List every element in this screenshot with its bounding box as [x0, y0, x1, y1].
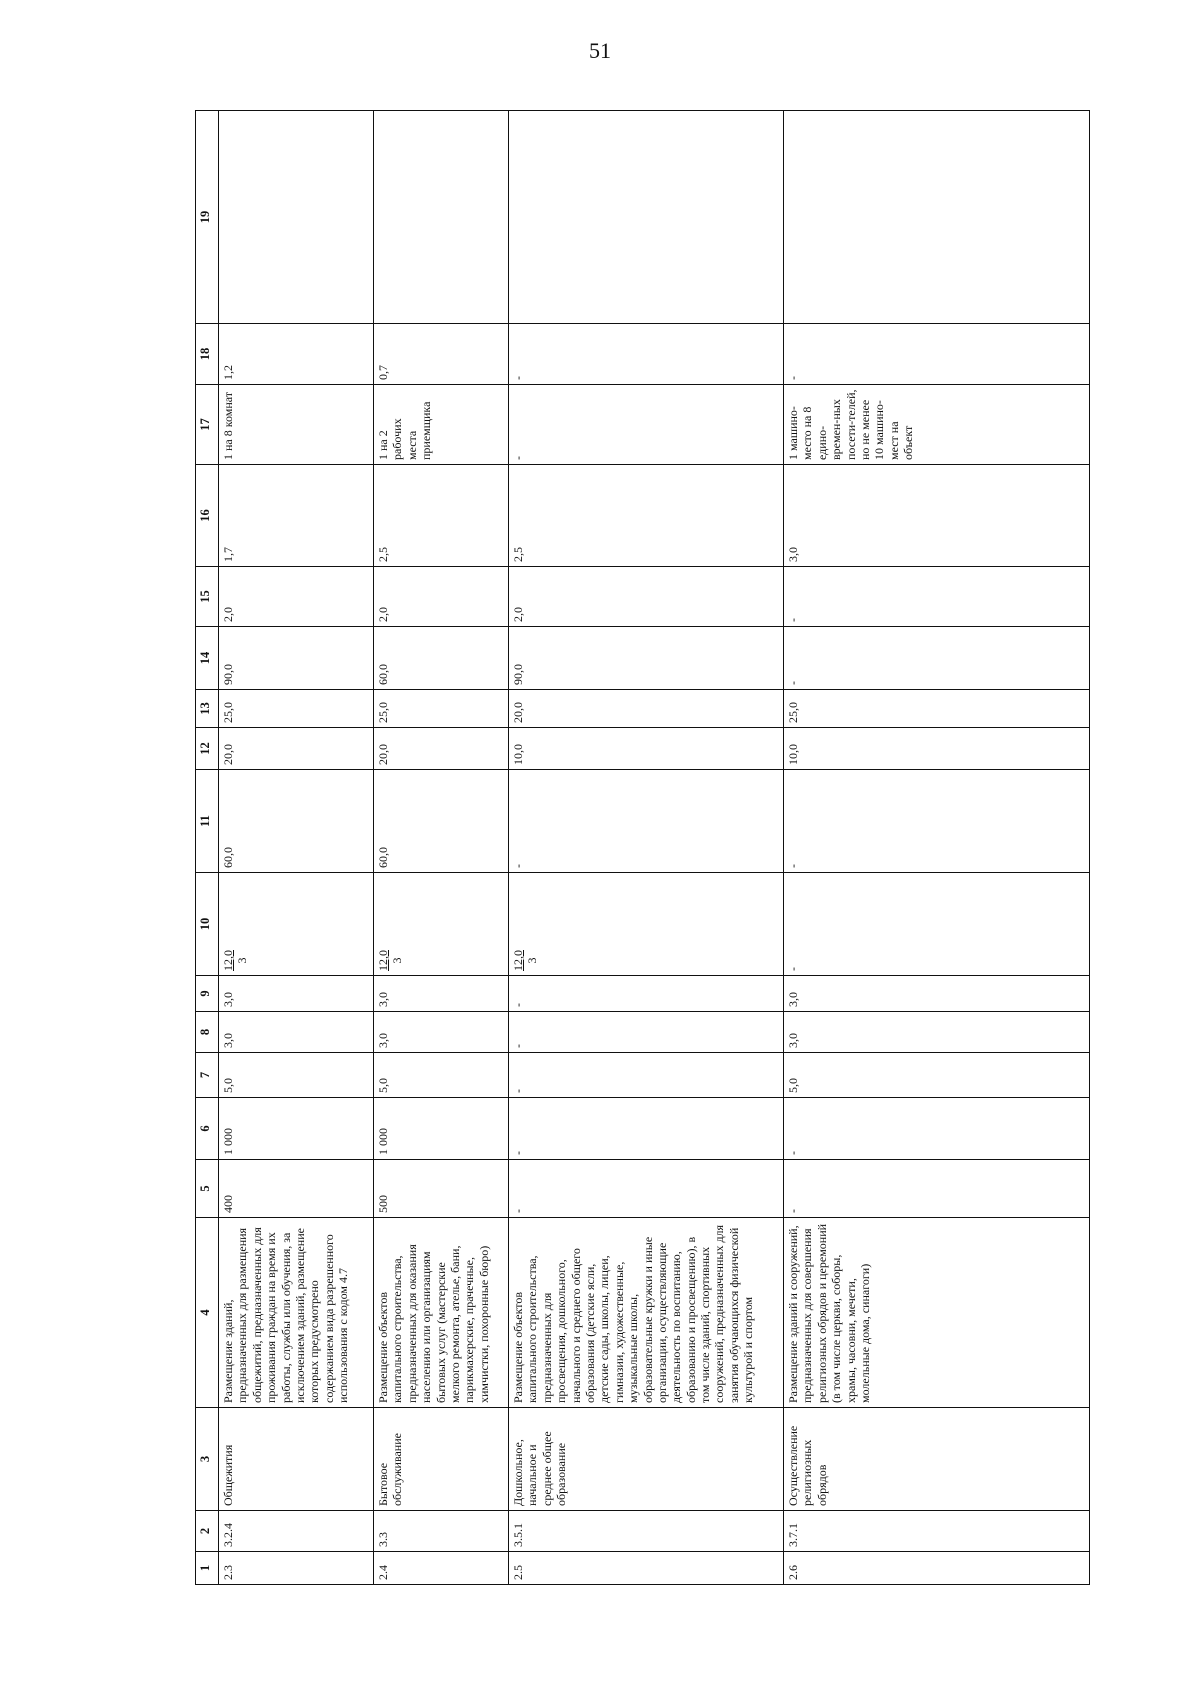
value-cell: 1,2: [219, 324, 374, 385]
value-cell: -: [509, 324, 784, 385]
header-cell: 9: [196, 976, 219, 1012]
empty-cell: [374, 111, 509, 324]
use-code-cell: 3.3: [374, 1511, 509, 1552]
fraction-denominator: 3: [235, 957, 250, 964]
fraction-numerator: 12,0: [221, 950, 235, 971]
fraction-cell: [374, 873, 509, 976]
empty-cell: [219, 111, 374, 324]
header-cell: 12: [196, 728, 219, 770]
header-cell: 19: [196, 111, 219, 324]
header-cell: 8: [196, 1012, 219, 1053]
fraction-cell: [509, 873, 784, 976]
row-number-cell: 2.6: [784, 1552, 1090, 1585]
rotated-table-content: [195, 110, 1090, 1585]
table-row: [784, 111, 1090, 1585]
value-cell: 2,0: [374, 567, 509, 627]
value-cell: 20,0: [509, 690, 784, 728]
header-cell: 18: [196, 324, 219, 385]
empty-cell: [509, 111, 784, 324]
value-cell: 5,0: [374, 1053, 509, 1098]
value-cell: 5,0: [784, 1053, 1090, 1098]
use-name-cell: Дошкольное, начальное и среднее общее образование: [509, 1408, 784, 1511]
fraction-numerator: 12,0: [511, 950, 525, 971]
value-cell: 5,0: [219, 1053, 374, 1098]
value-cell: 3,0: [784, 465, 1090, 567]
use-name-cell: Бытовое обслуживание: [374, 1408, 509, 1511]
value-cell: -: [784, 627, 1090, 690]
table-row: [374, 111, 509, 1585]
header-cell: 16: [196, 465, 219, 567]
value-cell: -: [509, 1012, 784, 1053]
header-cell: 14: [196, 627, 219, 690]
fraction-cell: [219, 873, 374, 976]
land-use-regulations-table: [195, 110, 1090, 1585]
value-cell: 20,0: [219, 728, 374, 770]
value-cell: -: [784, 770, 1090, 873]
value-cell: 3,0: [784, 976, 1090, 1012]
value-cell: 25,0: [784, 690, 1090, 728]
value-cell: -: [784, 324, 1090, 385]
value-cell: 3,0: [219, 976, 374, 1012]
value-cell: 3,0: [784, 1012, 1090, 1053]
row-number-cell: 2.4: [374, 1552, 509, 1585]
value-cell: 2,5: [374, 465, 509, 567]
header-cell: 15: [196, 567, 219, 627]
value-cell: 1,7: [219, 465, 374, 567]
table-row: [219, 111, 374, 1585]
header-cell: 13: [196, 690, 219, 728]
value-cell: 60,0: [374, 770, 509, 873]
row-number-cell: 2.3: [219, 1552, 374, 1585]
value-cell: -: [509, 976, 784, 1012]
use-name-cell: Общежития: [219, 1408, 374, 1511]
fraction-denominator: 3: [390, 957, 405, 964]
empty-cell: [784, 111, 1090, 324]
header-cell: 4: [196, 1218, 219, 1408]
header-cell: 11: [196, 770, 219, 873]
header-cell: 3: [196, 1408, 219, 1511]
value-cell: 2,0: [219, 567, 374, 627]
value-cell: 25,0: [219, 690, 374, 728]
header-cell: 5: [196, 1160, 219, 1218]
value-cell: 2,0: [509, 567, 784, 627]
use-name-cell: Осуществление религиозных обрядов: [784, 1408, 1090, 1511]
value-cell: -: [509, 1160, 784, 1218]
value-cell: -: [509, 770, 784, 873]
value-cell: 500: [374, 1160, 509, 1218]
value-cell: 60,0: [219, 770, 374, 873]
value-cell: -: [509, 1053, 784, 1098]
value-cell: -: [784, 1098, 1090, 1160]
value-cell: -: [784, 873, 1090, 976]
value-cell: 25,0: [374, 690, 509, 728]
value-cell: 60,0: [374, 627, 509, 690]
parking-norm-cell: 1 машино-место на 8 едино-времен-ных посети-телей, но не менее 10 машино-мест на объект: [784, 385, 1090, 465]
value-cell: 20,0: [374, 728, 509, 770]
value-cell: 10,0: [509, 728, 784, 770]
header-cell: 17: [196, 385, 219, 465]
value-cell: 3,0: [374, 1012, 509, 1053]
value-cell: 10,0: [784, 728, 1090, 770]
use-code-cell: 3.2.4: [219, 1511, 374, 1552]
fraction-value: [221, 950, 250, 971]
fraction-denominator: 3: [525, 957, 540, 964]
header-cell: 2: [196, 1511, 219, 1552]
rotated-table-frame: [195, 110, 1090, 1585]
use-code-cell: 3.7.1: [784, 1511, 1090, 1552]
parking-norm-cell: -: [509, 385, 784, 465]
use-description-cell: Размещение объектов капитального строительства, предназначенных для оказания населению или организациям бытовых услуг (мастерские мелкого ремонта, ателье, бани, парикмахерские, прачечные, химчистки, похоронные бюро): [374, 1218, 509, 1408]
value-cell: 400: [219, 1160, 374, 1218]
value-cell: -: [784, 567, 1090, 627]
fraction-numerator: 12,0: [376, 950, 390, 971]
row-number-cell: 2.5: [509, 1552, 784, 1585]
page-number: 51: [589, 38, 611, 63]
value-cell: 1 000: [219, 1098, 374, 1160]
value-cell: 1 000: [374, 1098, 509, 1160]
value-cell: 3,0: [219, 1012, 374, 1053]
header-cell: 10: [196, 873, 219, 976]
header-row: [196, 111, 219, 1585]
value-cell: 90,0: [509, 627, 784, 690]
value-cell: 90,0: [219, 627, 374, 690]
header-cell: 7: [196, 1053, 219, 1098]
use-code-cell: 3.5.1: [509, 1511, 784, 1552]
header-cell: 1: [196, 1552, 219, 1585]
parking-norm-cell: 1 на 2 рабочих места приемщика: [374, 385, 509, 465]
table-row: [509, 111, 784, 1585]
use-description-cell: Размещение зданий и сооружений, предназначенных для совершения религиозных обрядов и церемоний (в том числе церкви, соборы, храмы, часовни, мечети, молельные дома, синагоги): [784, 1218, 1090, 1408]
value-cell: -: [509, 1098, 784, 1160]
value-cell: 3,0: [374, 976, 509, 1012]
header-cell: 6: [196, 1098, 219, 1160]
use-description-cell: Размещение объектов капитального строительства, предназначенных для просвещения, дошкольного, начального и среднего общего образования (детские ясли, детские сады, школы, лицеи, гимназии, художественные, музыкальные школы, образовательные кружки и иные организации, осуществляющие деятельность по воспитанию, образованию и просвещению), в том числе зданий, спортивных сооружений, предназначенных для занятия обучающихся физической культурой и спортом: [509, 1218, 784, 1408]
fraction-value: [511, 950, 540, 971]
fraction-value: [376, 950, 405, 971]
parking-norm-cell: 1 на 8 комнат: [219, 385, 374, 465]
use-description-cell: Размещение зданий, предназначенных для размещения общежитий, предназначенных для проживания граждан на время их работы, службы или обучения, за исключением зданий, размещение которых предусмотрено содержанием вида разрешенного использования с кодом 4.7: [219, 1218, 374, 1408]
value-cell: 2,5: [509, 465, 784, 567]
value-cell: -: [784, 1160, 1090, 1218]
value-cell: 0,7: [374, 324, 509, 385]
